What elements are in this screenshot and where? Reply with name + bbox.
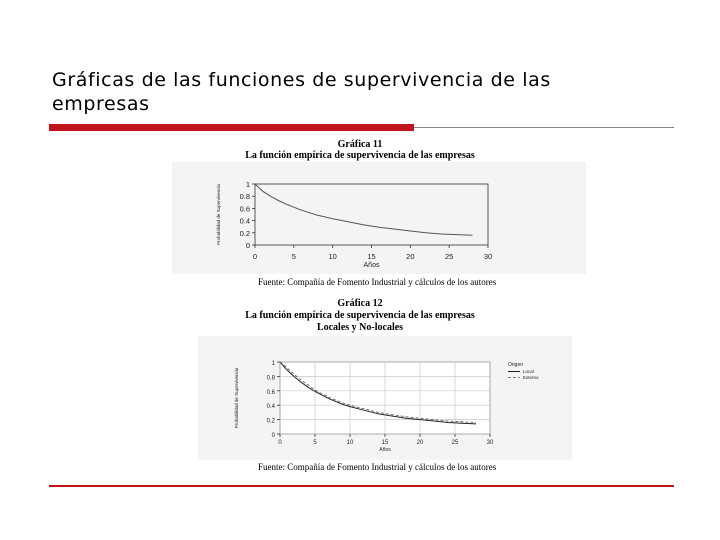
figure1-subheading: La función empírica de supervivencia de las empresas — [245, 150, 475, 161]
y-tick-label: 0.2 — [266, 418, 275, 425]
x-tick-label: 30 — [486, 440, 494, 446]
x-tick-label: 5 — [313, 440, 317, 446]
legend-label: Externo — [523, 375, 539, 380]
figure1-chart — [172, 162, 586, 274]
slide-title: Gráficas de las funciones de supervivencia de las empresas — [52, 69, 551, 115]
y-axis-label: Probabilidad de Supervivencia — [234, 367, 239, 429]
y-tick-label: 0.4 — [266, 404, 275, 411]
x-tick-label: 0 — [278, 440, 282, 446]
x-tick-label: 25 — [451, 440, 459, 446]
x-tick-label: 20 — [416, 440, 424, 446]
x-axis-label: Años — [363, 262, 380, 269]
y-tick-label: 0.2 — [239, 228, 250, 238]
y-tick-label: 0.8 — [266, 375, 275, 382]
bottom-rule — [49, 485, 674, 487]
y-tick-label: 0 — [245, 241, 250, 250]
y-tick-label: 0.8 — [239, 192, 250, 202]
figure2-source: Fuente: Compañía de Fomento Industrial y cálculos de los autores — [258, 462, 497, 472]
figure1-source: Fuente: Compañía de Fomento Industrial y cálculos de los autores — [258, 277, 497, 287]
figure2-heading: Gráfica 12 — [337, 298, 383, 309]
x-tick-label: 5 — [291, 252, 296, 261]
figure1-heading: Gráfica 11 — [337, 139, 383, 150]
y-tick-label: 0.6 — [239, 204, 250, 214]
figure2-subheading: La función empírica de supervivencia de las empresas — [245, 310, 475, 321]
x-tick-label: 15 — [381, 440, 389, 446]
plot-area — [255, 184, 488, 245]
x-tick-label: 0 — [252, 252, 258, 261]
figure1-chart-panel — [172, 162, 586, 274]
y-axis-label: Probabilidad de Supervivencia — [216, 184, 221, 245]
figure2-subheading2: Locales y No-locales — [316, 322, 404, 333]
x-tick-label: 10 — [346, 440, 354, 446]
y-tick-label: 0 — [271, 433, 275, 439]
y-tick-label: 0.4 — [239, 216, 250, 226]
x-tick-label: 20 — [406, 252, 415, 261]
x-tick-label: 10 — [328, 252, 337, 261]
x-tick-label: 15 — [367, 252, 376, 261]
legend-label: Local — [523, 369, 534, 374]
y-tick-label: 1 — [245, 180, 250, 189]
figure2-chart-panel — [198, 336, 572, 460]
y-tick-label: 1 — [271, 361, 275, 367]
figure2-chart — [198, 336, 572, 460]
title-underline-line — [414, 127, 674, 128]
legend-title: Origen — [508, 362, 524, 368]
x-axis-label: Años — [379, 447, 391, 453]
title-underline-accent — [49, 124, 414, 131]
x-tick-label: 30 — [483, 252, 493, 261]
x-tick-label: 25 — [444, 252, 454, 261]
y-tick-label: 0.6 — [266, 389, 275, 396]
